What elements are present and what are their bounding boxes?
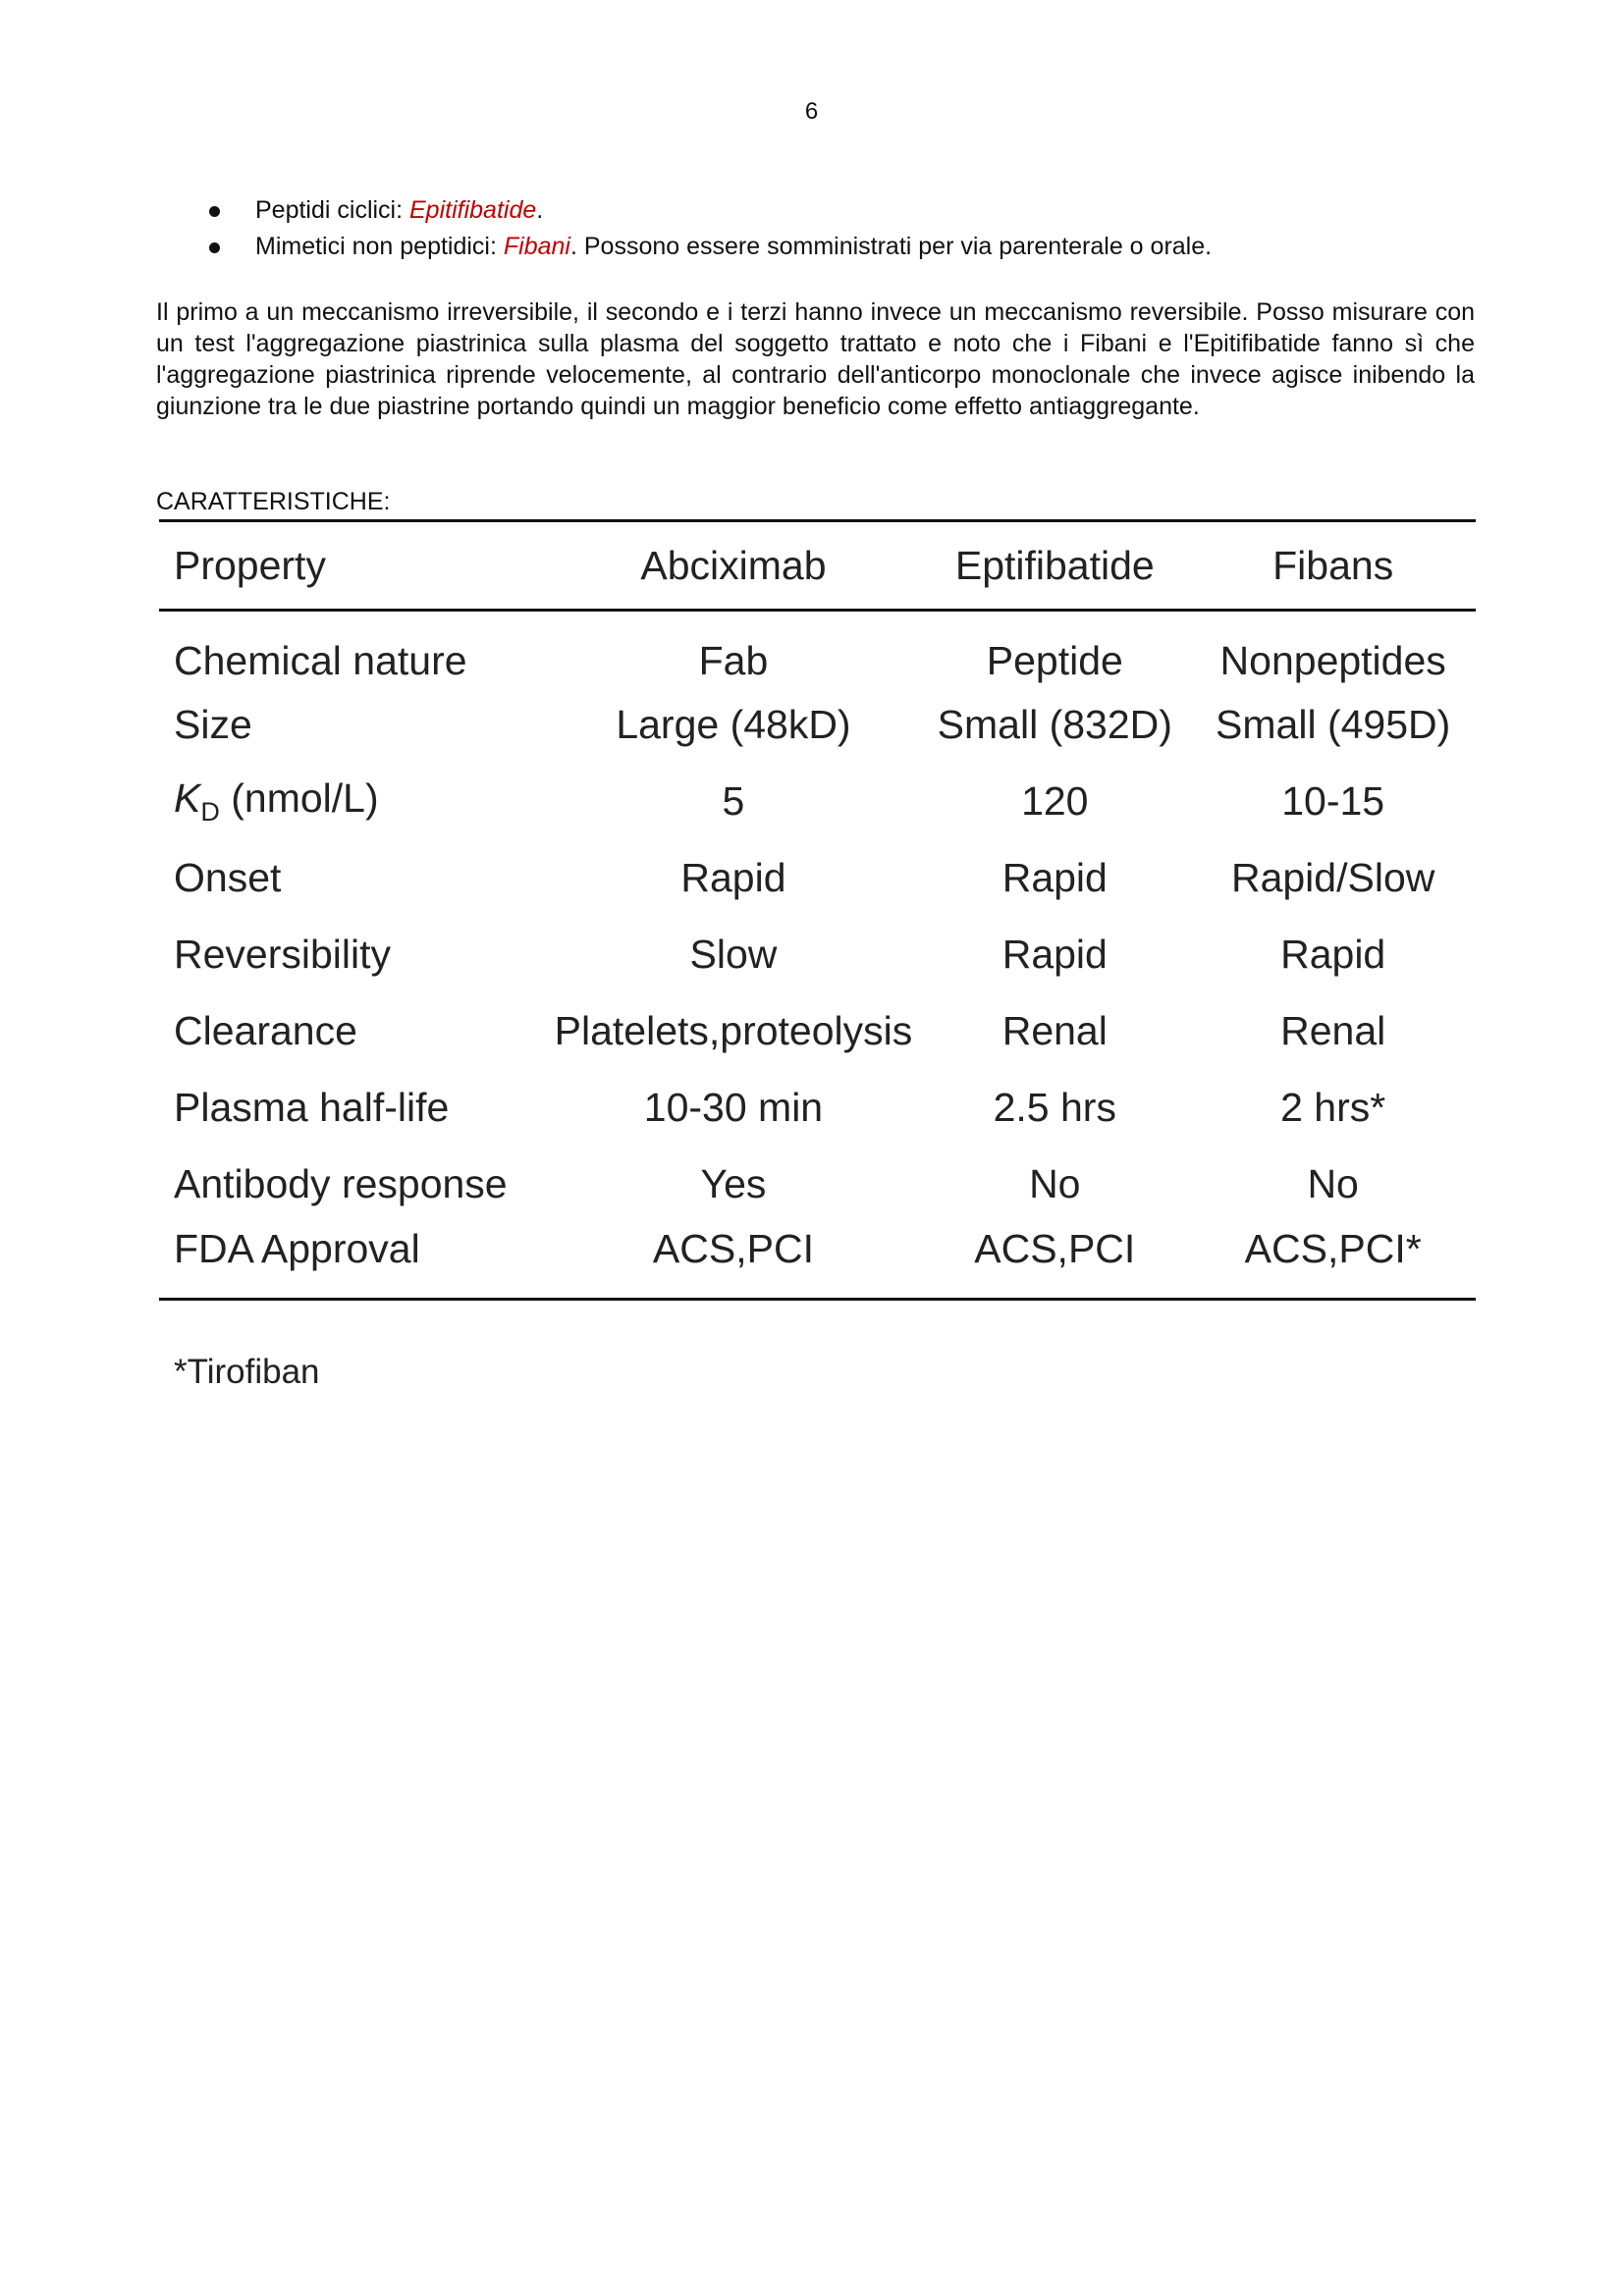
cell-eptifibatide: Renal: [1001, 1008, 1108, 1053]
table-row: [159, 1147, 1476, 1223]
body-paragraph: Il primo a un meccanismo irreversibile, il secondo e i terzi hanno invece un meccanismo reversibile. Posso misurare con un test l'aggregazione piastrinica sulla plasma del soggetto trattato e noto che i Fibani e l'Epitifibatide fanno sì che l'aggregazione piastrinica riprende velocemente, al contrario dell'anticorpo monoclonale che invece agisce inibendo la giunzione tra le due piastrine portando quindi un maggior beneficio come effetto antiaggregante.: [156, 298, 1475, 420]
cell-abciximab: 10-30 min: [643, 1085, 824, 1130]
header-property: Property: [174, 542, 326, 588]
comparison-table: [159, 519, 1476, 1301]
cell-eptifibatide: 2.5 hrs: [993, 1085, 1116, 1130]
cell-eptifibatide: 120: [1021, 778, 1089, 824]
row-property: Antibody response: [174, 1161, 508, 1206]
row-property: Onset: [174, 855, 282, 900]
row-property: Plasma half-life: [174, 1085, 450, 1130]
table-row: [159, 611, 1476, 687]
cell-fibans: Rapid/Slow: [1230, 855, 1435, 900]
bullet-prefix: Peptidi ciclici:: [255, 196, 409, 224]
bullet-suffix: . Possono essere somministrati per via parenterale o orale.: [569, 233, 1213, 260]
cell-eptifibatide: Rapid: [1001, 932, 1108, 977]
cell-fibans: 2 hrs*: [1280, 1085, 1386, 1130]
cell-fibans: Rapid: [1280, 932, 1386, 977]
cell-eptifibatide: ACS,PCI: [974, 1226, 1136, 1272]
cell-abciximab: Platelets,proteolysis: [554, 1008, 913, 1053]
table-header-row: [159, 521, 1476, 611]
table-row: [159, 840, 1476, 917]
row-property: Reversibility: [174, 932, 391, 977]
comparison-table-container: [159, 519, 1476, 1301]
cell-eptifibatide: Peptide: [986, 637, 1123, 683]
drug-name-epitifibatide: Epitifibatide: [409, 196, 537, 224]
bullet-dot-icon: [209, 242, 220, 253]
cell-fibans: Small (495D): [1216, 702, 1451, 747]
row-property-kd: [159, 764, 548, 840]
cell-abciximab: Large (48kD): [616, 702, 851, 747]
cell-fibans: Nonpeptides: [1219, 637, 1446, 683]
table-row: [159, 1223, 1476, 1300]
row-property: Chemical nature: [174, 637, 467, 683]
cell-abciximab: Fab: [698, 637, 769, 683]
cell-abciximab: Slow: [689, 932, 778, 977]
cell-abciximab: Rapid: [680, 855, 786, 900]
cell-eptifibatide: No: [1029, 1161, 1081, 1206]
table-row: [159, 1070, 1476, 1147]
bullet-item-cyclic-peptides: [202, 192, 1212, 229]
kd-symbol: K: [174, 775, 201, 821]
cell-fibans: ACS,PCI*: [1244, 1226, 1422, 1272]
table-row: [159, 687, 1476, 764]
header-eptifibatide: Eptifibatide: [954, 542, 1155, 588]
kd-unit: (nmol/L): [219, 775, 379, 821]
row-property: Size: [174, 702, 252, 747]
row-property: Clearance: [174, 1008, 357, 1053]
drug-name-fibani: Fibani: [503, 233, 570, 260]
cell-fibans: 10-15: [1281, 778, 1385, 824]
kd-subscript: D: [200, 797, 220, 827]
header-fibans: Fibans: [1272, 542, 1394, 588]
cell-eptifibatide: Small (832D): [937, 702, 1172, 747]
table-row: [159, 764, 1476, 840]
bullet-dot-icon: [209, 206, 220, 217]
cell-fibans: Renal: [1280, 1008, 1386, 1053]
bullet-item-nonpeptide-mimetics: [202, 229, 1212, 265]
header-abciximab: Abciximab: [640, 542, 827, 588]
cell-abciximab: ACS,PCI: [652, 1226, 814, 1272]
table-footnote: *Tirofiban: [174, 1353, 320, 1391]
cell-fibans: No: [1307, 1161, 1359, 1206]
cell-abciximab: 5: [722, 778, 745, 824]
bullet-prefix: Mimetici non peptidici:: [255, 233, 504, 260]
cell-abciximab: Yes: [700, 1161, 767, 1206]
page-number: 6: [804, 98, 819, 125]
table-row: [159, 993, 1476, 1070]
cell-eptifibatide: Rapid: [1001, 855, 1108, 900]
table-caption: CARATTERISTICHE:: [156, 488, 391, 515]
bullet-list: [202, 192, 1212, 265]
bullet-suffix: .: [536, 196, 544, 224]
table-row: [159, 917, 1476, 993]
row-property: FDA Approval: [174, 1226, 420, 1272]
